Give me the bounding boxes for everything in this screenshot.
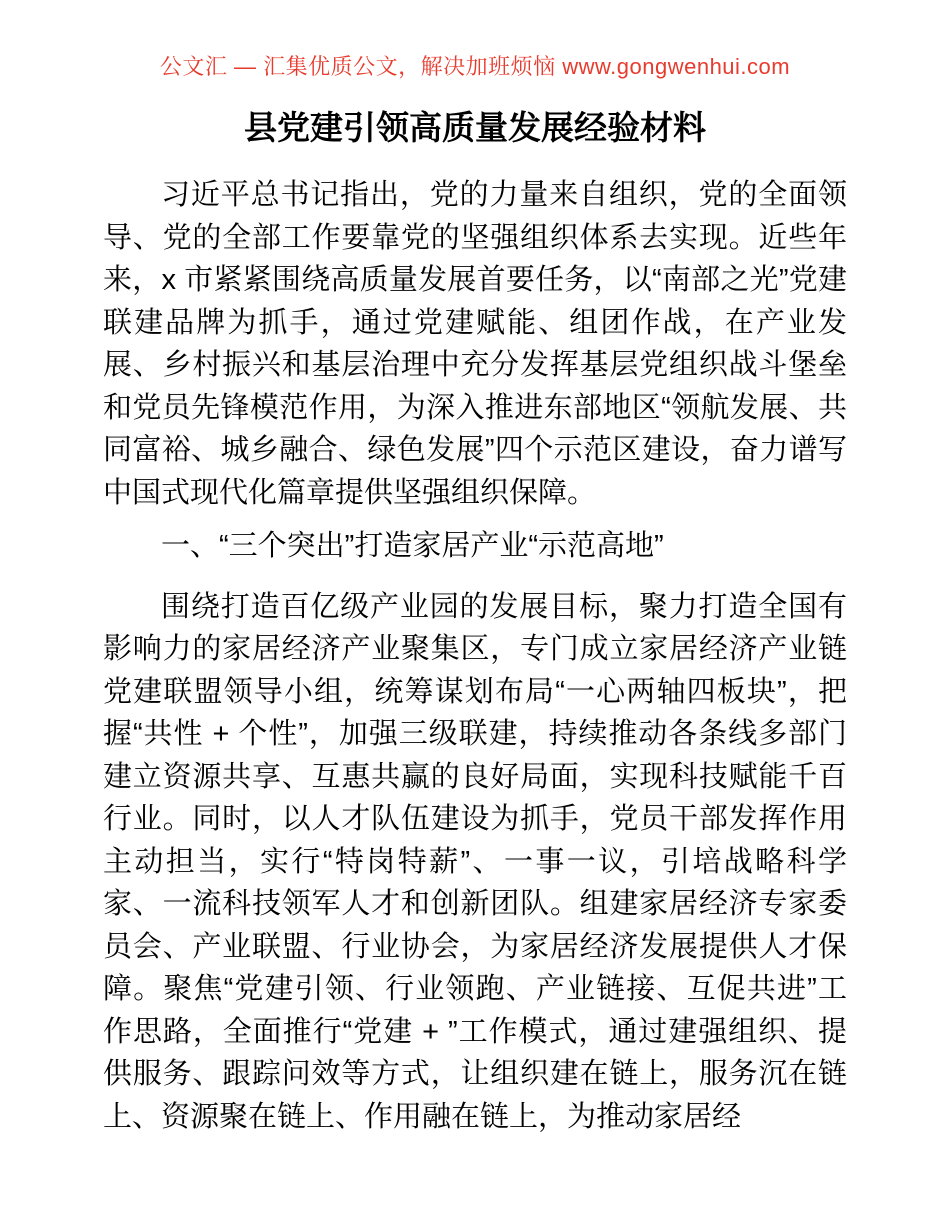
document-body xyxy=(103,174,847,1138)
header-slogan: 公文汇 — 汇集优质公文，解决加班烦恼 www.gongwenhui.com xyxy=(159,54,791,79)
section-heading-1: 一、“三个突出”打造家居产业“示范高地” xyxy=(161,530,664,562)
body-paragraph-2: 围绕打造百亿级产业园的发展目标，聚力打造全国有影响力的家居经济产业聚集区，专门成立家居经济产业链党建联盟领导小组，统筹谋划布局“一心两轴四板块”，把握“共性 + 个性”，加强三级联建，持续推动各条线多部门建立资源共享、互惠共赢的良好局面，实现科技赋能千百行业。同时，以人才队伍建设为抓手，党员干部发挥作用主动担当，实行“特岗特薪”、一事一议，引培战略科学家、一流科技领军人才和创新团队。组建家居经济专家委员会、产业联盟、行业协会，为家居经济发展提供人才保障。聚焦“党建引领、行业领跑、产业链接、互促共进”工作思路，全面推行“党建 + ”工作模式，通过建强组织、提供服务、跟踪问效等方式，让组织建在链上，服务沉在链上、资源聚在链上、作用融在链上，为推动家居经 xyxy=(103,590,847,1133)
body-paragraph-1: 习近平总书记指出，党的力量来自组织，党的全面领导、党的全部工作要靠党的坚强组织体系去实现。近些年来，x 市紧紧围绕高质量发展首要任务，以“南部之光”党建联建品牌为抓手，通过党建赋能、组团作战，在产业发展、乡村振兴和基层治理中充分发挥基层党组织战斗堡垒和党员先锋模范作用，为深入推进东部地区“领航发展、共同富裕、城乡融合、绿色发展”四个示范区建设，奋力谱写中国式现代化篇章提供坚强组织保障。 xyxy=(103,179,847,509)
document-title: 县党建引领高质量发展经验材料 xyxy=(244,109,706,146)
